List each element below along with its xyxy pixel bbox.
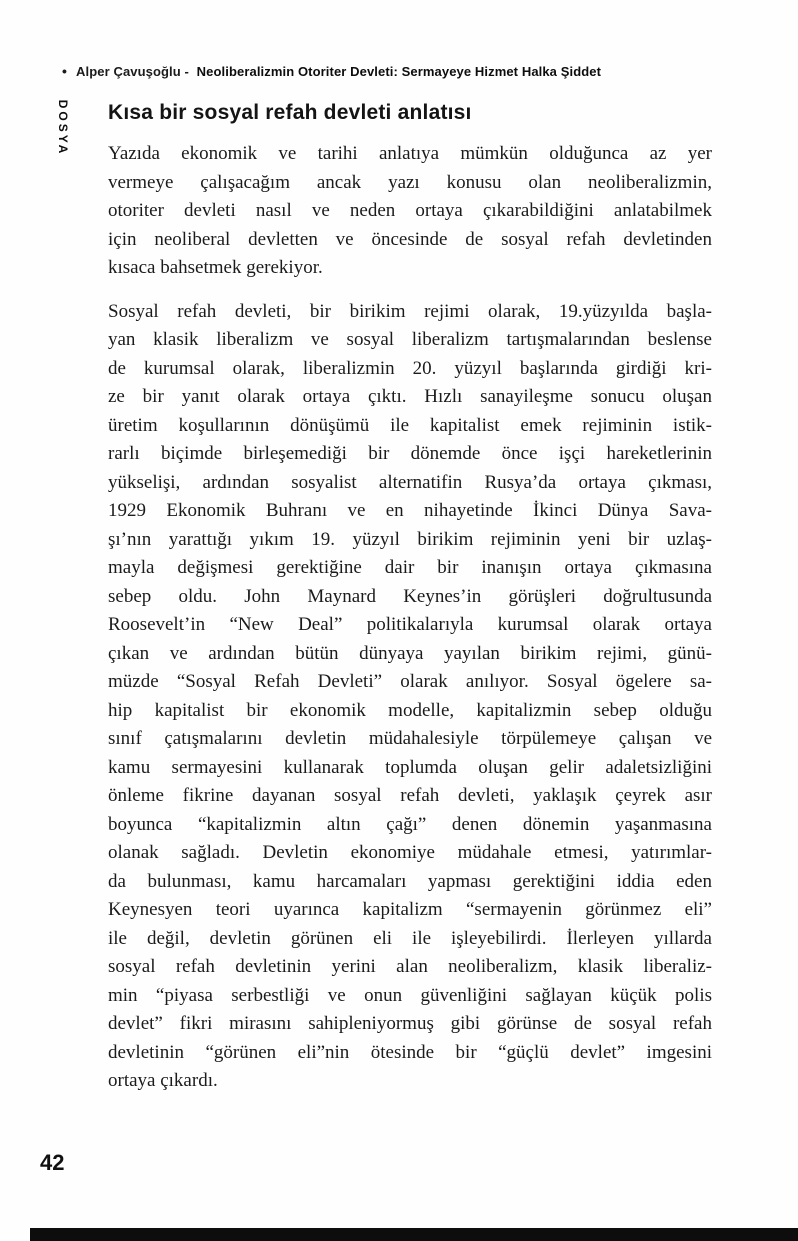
paragraph — [108, 298, 712, 1096]
article-heading: Kısa bir sosyal refah devleti anlatısı — [108, 101, 472, 124]
text-line: min “piyasa serbestliği ve onun güvenliğini sağlayan küçük polis — [108, 984, 712, 1006]
text-line: 1929 Ekonomik Buhranı ve en nihayetinde İkinci Dünya Sava- — [108, 500, 712, 521]
text-line: vermeye çalışacağım ancak yazı konusu olan neoliberalizmin, — [108, 171, 712, 193]
section-tag-dosya: DOSYA — [56, 99, 70, 157]
text-line: yan klasik liberalizm ve sosyal liberalizm tartışmalarından beslense — [108, 329, 712, 350]
text-line: kısaca bahsetmek gerekiyor. — [108, 257, 323, 278]
text-line: Yazıda ekonomik ve tarihi anlatıya mümkün olduğunca az yer — [108, 143, 712, 164]
text-line: ile değil, devletin görünen eli ile işleyebilirdi. İlerleyen yıllarda — [108, 927, 712, 949]
text-line: kamu sermayesini kullanarak toplumda oluşan gelir adaletsizliğini — [108, 756, 712, 778]
header-title: Neoliberalizmin Otoriter Devleti: Sermayeye Hizmet Halka Şiddet — [196, 64, 602, 79]
text-line: ze bir yanıt olarak ortaya çıktı. Hızlı sanayileşme sonucu oluşan — [108, 386, 712, 407]
page-header — [62, 63, 762, 80]
bullet-icon: • — [62, 63, 68, 79]
text-line: üretim koşullarının dönüşümü ile kapitalist emek rejiminin istik- — [108, 414, 712, 436]
text-line: rarlı biçimde birleşemediği bir dönemde önce işçi hareketlerinin — [108, 443, 712, 464]
paragraph — [108, 140, 712, 283]
text-line: önleme fikrine dayanan sosyal refah devleti, yaklaşık çeyrek asır — [108, 785, 712, 806]
bottom-bar — [30, 1228, 798, 1241]
text-line: devletinin “görünen eli”nin ötesinde bir “güçlü devlet” imgesini — [108, 1041, 712, 1063]
page-number: 42 — [40, 1150, 65, 1175]
text-line: olanak sağladı. Devletin ekonomiye müdahale etmesi, yatırımlar- — [108, 842, 712, 863]
text-line: Sosyal refah devleti, bir birikim rejimi olarak, 19.yüzyılda başla- — [108, 300, 712, 322]
header-author: Alper Çavuşoğlu - — [76, 64, 189, 79]
text-line: mayla değişmesi gerektiğine dair bir inanışın ortaya çıkmasına — [108, 557, 712, 578]
text-line: için neoliberal devletten ve öncesinde de sosyal refah devletinden — [108, 228, 712, 250]
text-line: çıkan ve ardından bütün dünyaya yayılan birikim rejimi, günü- — [108, 642, 712, 664]
text-line: da bulunması, kamu harcamaları yapması gerektiğini iddia eden — [108, 870, 712, 892]
text-line: sosyal refah devletinin yerini alan neoliberalizm, klasik liberaliz- — [108, 956, 712, 977]
text-line: Roosevelt’in “New Deal” politikalarıyla kurumsal olarak ortaya — [108, 614, 712, 635]
text-line: müzde “Sosyal Refah Devleti” olarak anılıyor. Sosyal ögelere sa- — [108, 671, 712, 692]
text-line: ortaya çıkardı. — [108, 1070, 218, 1091]
text-line: şı’nın yarattığı yıkım 19. yüzyıl birikim rejiminin yeni bir uzlaş- — [108, 528, 712, 550]
text-line: sınıf çatışmalarını devletin müdahalesiyle törpülemeye çalışan ve — [108, 728, 712, 749]
text-line: Keynesyen teori uyarınca kapitalizm “sermayenin görünmez eli” — [108, 899, 712, 920]
text-line: otoriter devleti nasıl ve neden ortaya çıkarabildiğini anlatabilmek — [108, 200, 712, 221]
text-line: sebep oldu. John Maynard Keynes’in görüşleri doğrultusunda — [108, 585, 712, 607]
article-body — [108, 140, 712, 1096]
text-line: de kurumsal olarak, liberalizmin 20. yüzyıl başlarında girdiği kri- — [108, 357, 712, 379]
text-line: yükselişi, ardından sosyalist alternatifin Rusya’da ortaya çıkması, — [108, 471, 712, 493]
text-line: devlet” fikri mirasını sahipleniyormuş gibi görünse de sosyal refah — [108, 1013, 712, 1034]
text-line: hip kapitalist bir ekonomik modelle, kapitalizmin sebep olduğu — [108, 699, 712, 721]
article — [108, 100, 712, 1096]
text-line: boyunca “kapitalizmin altın çağı” denen dönemin yaşanmasına — [108, 813, 712, 835]
